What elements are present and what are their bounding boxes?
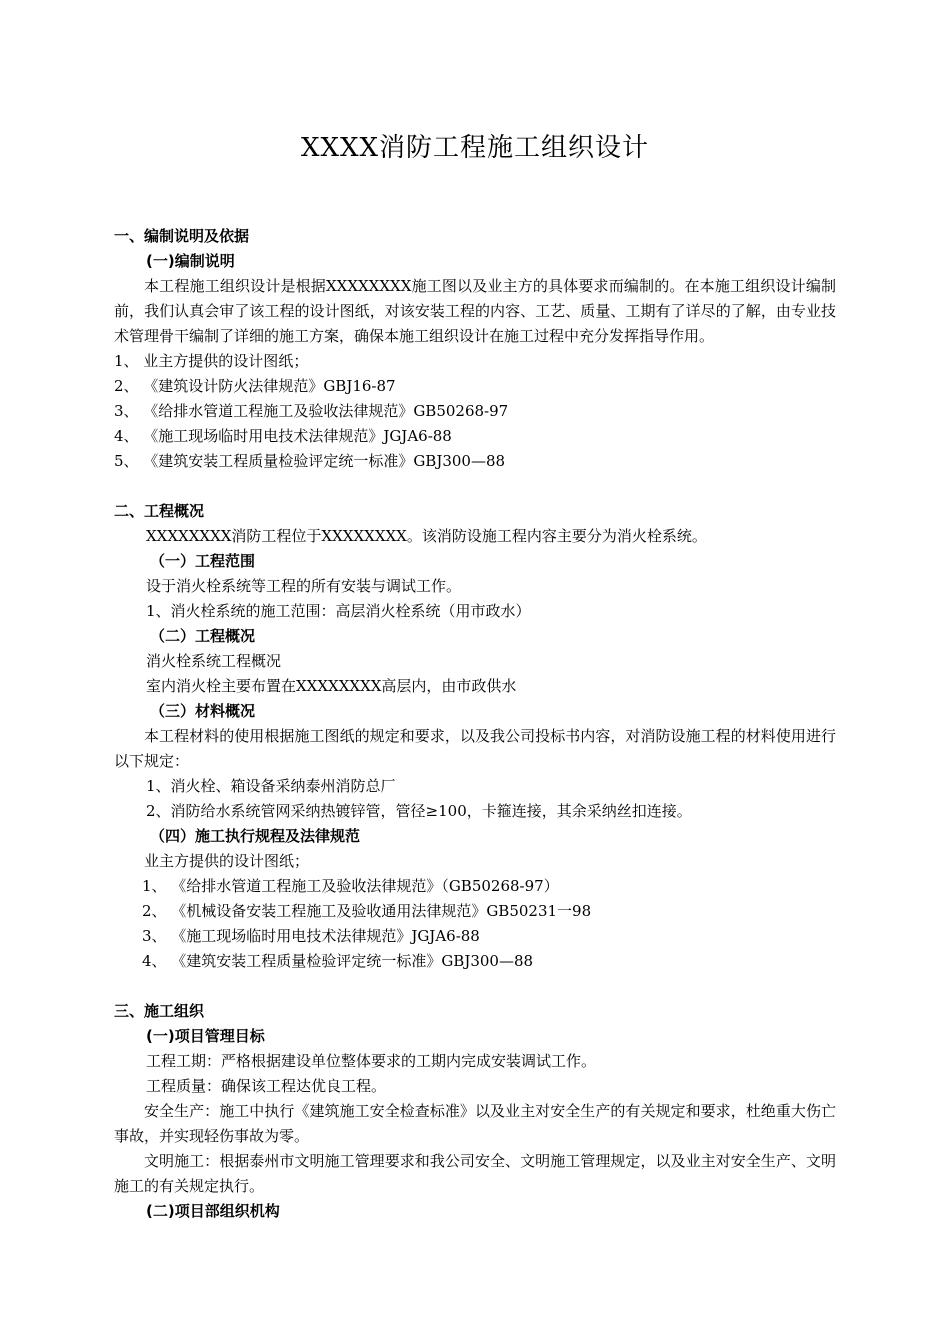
section-1-paragraph: 本工程施工组织设计是根据XXXXXXXX施工图以及业主方的具体要求而编制的。在本施工组织设计编制前，我们认真会审了该工程的设计图纸，对该安装工程的内容、工艺、质量、工期有了详尽的了解，由专业技术管理骨干编制了详细的施工方案，确保本施工组织设计在施工过程中充分发挥指导作用。 — [114, 277, 836, 345]
goal-text: 工程质量：确保该工程达优良工程。 — [146, 1077, 387, 1095]
document-title: XXXX消防工程施工组织设计 — [300, 133, 650, 163]
section-1-heading: 一、编制说明及依据 — [114, 227, 250, 245]
overview-text: 室内消火栓主要布置在XXXXXXXX高层内，由市政供水 — [146, 677, 517, 695]
standards-item: 1、 《给排水管道工程施工及验收法律规范》（GB50268-97） — [142, 877, 559, 895]
section-2-sub-2: （二）工程概况 — [150, 627, 256, 645]
standards-item: 2、 《机械设备安装工程施工及验收通用法律规范》GB50231一98 — [142, 902, 592, 920]
scope-text: 设于消火栓系统等工程的所有安装与调试工作。 — [146, 577, 462, 595]
basis-item: 1、 业主方提供的设计图纸； — [114, 352, 309, 370]
section-3-heading: 三、施工组织 — [114, 1002, 205, 1020]
section-2-sub-4: （四）施工执行规程及法律规范 — [150, 827, 361, 845]
overview-text: 消火栓系统工程概况 — [146, 652, 282, 670]
project-intro: XXXXXXXX消防工程位于XXXXXXXX。该消防设施工程内容主要分为消火栓系统。 — [146, 527, 707, 545]
standards-item: 3、 《施工现场临时用电技术法律规范》JGJA6-88 — [142, 927, 480, 945]
section-2-sub-1: （一）工程范围 — [150, 552, 256, 570]
materials-paragraph: 本工程材料的使用根据施工图纸的规定和要求，以及我公司投标书内容，对消防设施工程的材料使用进行以下规定： — [114, 727, 836, 770]
materials-item: 2、消防给水系统管网采纳热镀锌管，管径≥100，卡箍连接，其余采纳丝扣连接。 — [146, 802, 692, 820]
scope-text: 1、消火栓系统的施工范围：高层消火栓系统（用市政水） — [146, 602, 531, 620]
section-2-heading: 二、工程概况 — [114, 502, 205, 520]
section-2-sub-3: （三）材料概况 — [150, 702, 256, 720]
goal-text: 工程工期：严格根据建设单位整体要求的工期内完成安装调试工作。 — [146, 1052, 597, 1070]
standards-item: 4、 《建筑安装工程质量检验评定统一标准》GBJ300—88 — [142, 952, 534, 970]
basis-item: 4、 《施工现场临时用电技术法律规范》JGJA6-88 — [114, 427, 452, 445]
goal-paragraph: 安全生产：施工中执行《建筑施工安全检查标准》以及业主对安全生产的有关规定和要求，杜绝重大伤亡事故，并实现轻伤事故为零。 — [114, 1102, 836, 1145]
section-1-sub-1: (一)编制说明 — [146, 252, 235, 270]
basis-item: 2、 《建筑设计防火法律规范》GBJ16-87 — [114, 377, 396, 395]
standards-intro: 业主方提供的设计图纸； — [144, 852, 310, 870]
section-3-sub-2: (二)项目部组织机构 — [146, 1202, 280, 1220]
materials-item: 1、消火栓、箱设备采纳泰州消防总厂 — [146, 777, 396, 795]
basis-item: 5、 《建筑安装工程质量检验评定统一标准》GBJ300—88 — [114, 452, 506, 470]
section-3-sub-1: (一)项目管理目标 — [146, 1027, 265, 1045]
goal-paragraph: 文明施工：根据泰州市文明施工管理要求和我公司安全、文明施工管理规定，以及业主对安全生产、文明施工的有关规定执行。 — [114, 1152, 836, 1195]
basis-item: 3、 《给排水管道工程施工及验收法律规范》GB50268-97 — [114, 402, 509, 420]
